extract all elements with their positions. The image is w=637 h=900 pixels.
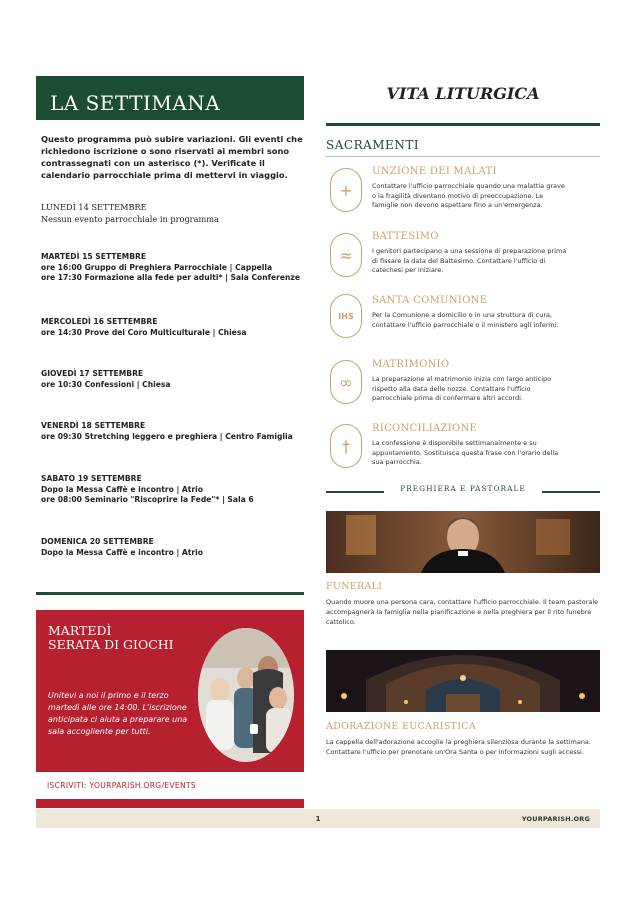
day-heading: LUNEDÌ 14 SETTEMBRE	[41, 202, 147, 212]
adoration-title: ADORAZIONE EUCARISTICA	[326, 721, 476, 732]
day-event-line: ore 16:00 Gruppo di Preghiera Parrocchiale | Cappella	[41, 262, 273, 272]
day-event-line: ore 17:30 Formazione alla fede per adulti* | Sala Conferenze	[41, 273, 300, 282]
day-monday	[41, 201, 303, 225]
event-photo	[198, 628, 294, 762]
priest-photo	[326, 511, 600, 573]
sacrament-description: I genitori partecipano a una sessione di preparazione prima di fissare la data del Battesimo. Contattare l'ufficio di catechesi per iniziare.	[372, 247, 567, 274]
pastoral-label: PREGHIERA E PASTORALE	[400, 484, 526, 493]
day-sunday	[41, 537, 303, 558]
water-waves-icon: ≈	[330, 233, 362, 277]
sacrament-name: RICONCILIAZIONE	[372, 423, 478, 434]
day-friday	[41, 421, 303, 442]
event-title-line1: MARTEDÌ	[48, 623, 112, 638]
church-interior-photo	[326, 650, 600, 712]
event-title-line2: SERATA DI GIOCHI	[48, 637, 174, 652]
sacrament-description: La preparazione al matrimonio inizia con largo anticipo rispetto alla data delle nozze. Contattare l'ufficio parrocchiale prima di confermare altri accordi.	[372, 375, 552, 402]
day-heading: GIOVEDÌ 17 SETTEMBRE	[41, 369, 144, 378]
ihs-icon: IHS	[330, 294, 362, 338]
day-event-line: ore 14:30 Prove del Coro Multiculturale | Chiesa	[41, 327, 247, 337]
day-event-line: ore 09:30 Stretching leggero e preghiera | Centro Famiglia	[41, 431, 293, 441]
section-divider	[36, 592, 304, 595]
sacrament-name: BATTESIMO	[372, 231, 439, 242]
schedule-intro: Questo programma può subire variazioni. Gli eventi che richiedono iscrizione o sono riservati ai membri sono contrassegnati con un asterisco (*). Verificate il calendario parrocchiale prima di mettervi in viaggio.	[41, 134, 303, 180]
funerals-text: Quando muore una persona cara, contattare l'ufficio parrocchiale. Il team pastorale accompagnerà la famiglia nella pianificazione e nella preghiera per il rito funebre cattolico.	[326, 598, 599, 626]
pastoral-rule-right	[542, 491, 600, 493]
funerals-title: FUNERALI	[326, 581, 383, 592]
liturgy-title-rule	[326, 123, 600, 126]
rings-icon: ∞	[330, 360, 362, 404]
event-title	[48, 624, 208, 652]
day-saturday	[41, 474, 303, 506]
week-title: LA SETTIMANA	[50, 91, 221, 115]
day-heading: MARTEDÌ 15 SETTEMBRE	[41, 252, 147, 261]
sacraments-heading-rule	[326, 156, 600, 157]
day-thursday	[41, 369, 303, 390]
day-tuesday	[41, 252, 303, 284]
footer-url[interactable]: YOURPARISH.ORG	[521, 815, 590, 823]
day-event-line: ore 08:00 Seminario "Riscoprire la Fede"* | Sala 6	[41, 495, 254, 504]
day-heading: VENERDÌ 18 SETTEMBRE	[41, 421, 146, 430]
sacrament-name: MATRIMONIO	[372, 359, 450, 370]
sacrament-description: Per la Comunione a domicilio o in una struttura di cura, contattare l'ufficio parrocchiale o il ministero agli infermi.	[372, 311, 559, 329]
day-event-line: Nessun evento parrocchiale in programma	[41, 214, 219, 224]
event-signup-link[interactable]: ISCRIVITI: YOURPARISH.ORG/EVENTS	[47, 781, 197, 790]
plus-icon: +	[330, 168, 362, 212]
sacrament-name: SANTA COMUNIONE	[372, 295, 488, 306]
pastoral-rule-left	[326, 491, 384, 493]
sacraments-heading: SACRAMENTI	[326, 138, 420, 152]
liturgy-title: VITA LITURGICA	[386, 84, 540, 103]
sacrament-description: Contattare l'ufficio parrocchiale quando una malattia grave o la fragilità diventano motivo di preoccupazione. Le famiglie non devono aspettare fino a un'emergenza.	[372, 182, 565, 209]
event-description: Unitevi a noi il primo e il terzo martedì alle ore 14:00. L'iscrizione anticipata ci aiuta a preparare una sala accogliente per tutti.	[48, 691, 188, 736]
day-event-line: Dopo la Messa Caffè e incontro | Atrio	[41, 484, 203, 494]
day-wednesday	[41, 317, 303, 338]
page-number: 1	[315, 815, 321, 823]
day-heading: MERCOLEDÌ 16 SETTEMBRE	[41, 317, 158, 326]
adoration-text: La cappella dell'adorazione accoglie la preghiera silenziosa durante la settimana. Contattare l'ufficio per prenotare un'Ora Santa o per informazioni sugli accessi.	[326, 738, 591, 756]
day-heading: DOMENICA 20 SETTEMBRE	[41, 537, 154, 546]
sacrament-name: UNZIONE DEI MALATI	[372, 166, 497, 177]
day-event-line: Dopo la Messa Caffè e incontro | Atrio	[41, 547, 203, 557]
event-bottom-band	[36, 799, 304, 808]
cross-icon: †	[330, 424, 362, 468]
sacrament-description: La confessione è disponibile settimanalmente e su appuntamento. Sostituisca questa frase con l'orario della sua parrocchia.	[372, 439, 559, 466]
day-event-line: ore 10:30 Confessioni | Chiesa	[41, 379, 171, 389]
day-heading: SABATO 19 SETTEMBRE	[41, 474, 142, 483]
